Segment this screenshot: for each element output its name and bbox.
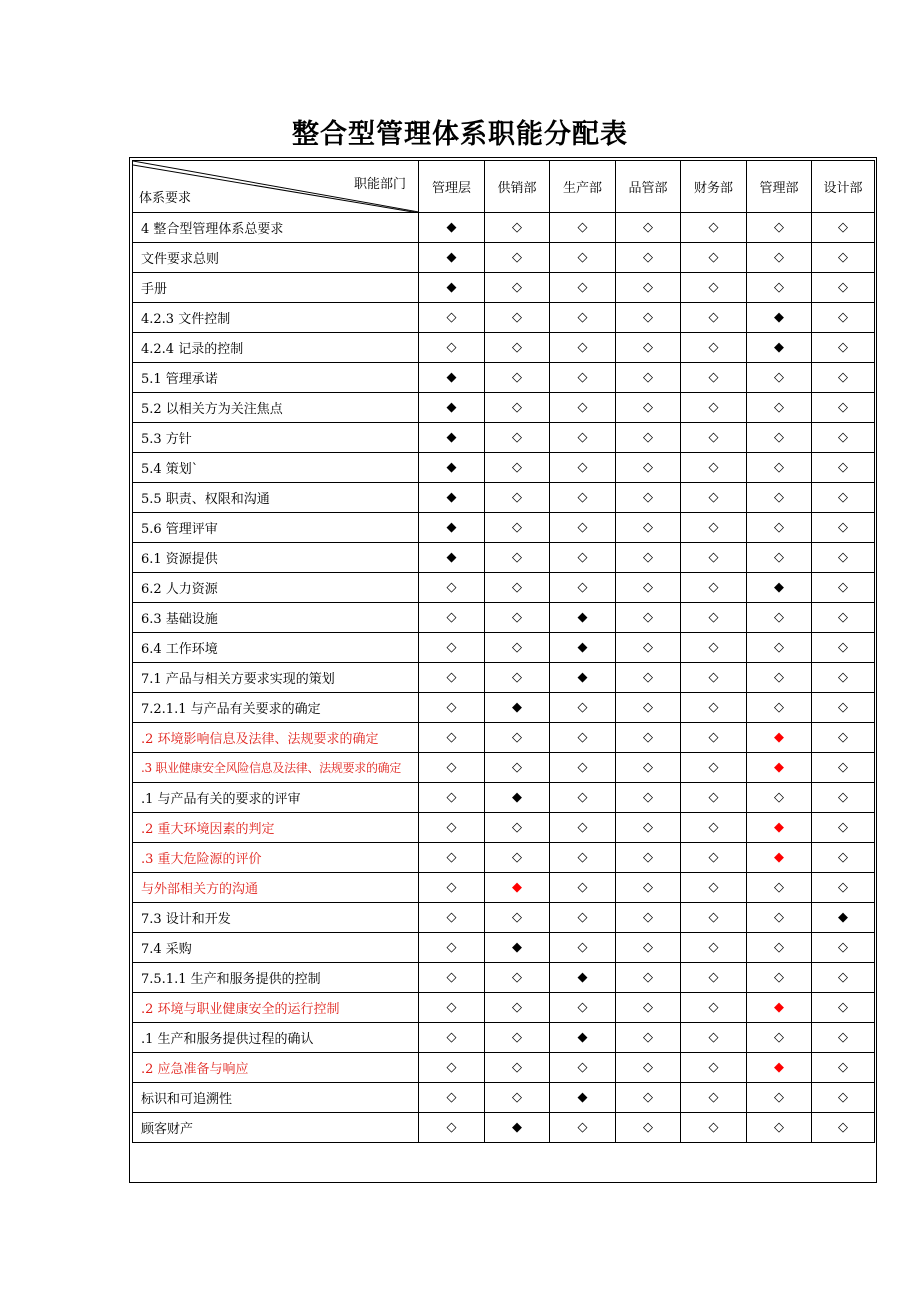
empty-diamond-icon: ◇ xyxy=(616,633,681,663)
empty-diamond-icon: ◇ xyxy=(681,423,747,453)
table-row xyxy=(133,1023,875,1053)
empty-diamond-icon: ◇ xyxy=(550,483,616,513)
empty-diamond-icon: ◇ xyxy=(747,693,812,723)
red-diamond-icon: ◆ xyxy=(747,843,812,873)
empty-diamond-icon: ◇ xyxy=(485,453,550,483)
empty-diamond-icon: ◇ xyxy=(485,903,550,933)
empty-diamond-icon: ◇ xyxy=(616,573,681,603)
table-row xyxy=(133,543,875,573)
empty-diamond-icon: ◇ xyxy=(419,303,485,333)
empty-diamond-icon: ◇ xyxy=(550,573,616,603)
empty-diamond-icon: ◇ xyxy=(812,693,875,723)
empty-diamond-icon: ◇ xyxy=(681,1113,747,1143)
empty-diamond-icon: ◇ xyxy=(681,333,747,363)
empty-diamond-icon: ◇ xyxy=(419,603,485,633)
requirement-label: .2 环境影响信息及法律、法规要求的确定 xyxy=(133,723,419,753)
empty-diamond-icon: ◇ xyxy=(681,903,747,933)
empty-diamond-icon: ◇ xyxy=(747,1083,812,1113)
corner-header-cell xyxy=(133,161,419,213)
filled-diamond-icon: ◆ xyxy=(812,903,875,933)
empty-diamond-icon: ◇ xyxy=(616,813,681,843)
empty-diamond-icon: ◇ xyxy=(419,723,485,753)
filled-diamond-icon: ◆ xyxy=(485,783,550,813)
empty-diamond-icon: ◇ xyxy=(616,363,681,393)
dept-header-design: 设计部 xyxy=(812,161,875,213)
empty-diamond-icon: ◇ xyxy=(485,303,550,333)
empty-diamond-icon: ◇ xyxy=(812,543,875,573)
empty-diamond-icon: ◇ xyxy=(812,873,875,903)
table-row xyxy=(133,633,875,663)
empty-diamond-icon: ◇ xyxy=(747,213,812,243)
table-row xyxy=(133,303,875,333)
empty-diamond-icon: ◇ xyxy=(747,1113,812,1143)
empty-diamond-icon: ◇ xyxy=(550,1053,616,1083)
empty-diamond-icon: ◇ xyxy=(616,993,681,1023)
empty-diamond-icon: ◇ xyxy=(681,873,747,903)
filled-diamond-icon: ◆ xyxy=(550,663,616,693)
filled-diamond-icon: ◆ xyxy=(419,423,485,453)
empty-diamond-icon: ◇ xyxy=(812,243,875,273)
table-row xyxy=(133,1053,875,1083)
empty-diamond-icon: ◇ xyxy=(419,813,485,843)
empty-diamond-icon: ◇ xyxy=(812,963,875,993)
empty-diamond-icon: ◇ xyxy=(485,1053,550,1083)
empty-diamond-icon: ◇ xyxy=(616,453,681,483)
table-row xyxy=(133,933,875,963)
empty-diamond-icon: ◇ xyxy=(616,873,681,903)
corner-dept-label: 职能部门 xyxy=(353,177,406,192)
table-row xyxy=(133,843,875,873)
empty-diamond-icon: ◇ xyxy=(747,393,812,423)
empty-diamond-icon: ◇ xyxy=(616,543,681,573)
filled-diamond-icon: ◆ xyxy=(419,513,485,543)
requirement-label: .2 应急准备与响应 xyxy=(133,1053,419,1083)
empty-diamond-icon: ◇ xyxy=(681,603,747,633)
red-diamond-icon: ◆ xyxy=(747,753,812,783)
empty-diamond-icon: ◇ xyxy=(747,1023,812,1053)
empty-diamond-icon: ◇ xyxy=(681,453,747,483)
empty-diamond-icon: ◇ xyxy=(812,573,875,603)
table-row xyxy=(133,663,875,693)
empty-diamond-icon: ◇ xyxy=(419,963,485,993)
filled-diamond-icon: ◆ xyxy=(485,693,550,723)
empty-diamond-icon: ◇ xyxy=(419,573,485,603)
dept-header-finance: 财务部 xyxy=(681,161,747,213)
empty-diamond-icon: ◇ xyxy=(485,993,550,1023)
empty-diamond-icon: ◇ xyxy=(747,543,812,573)
empty-diamond-icon: ◇ xyxy=(747,273,812,303)
requirement-label: 与外部相关方的沟通 xyxy=(133,873,419,903)
empty-diamond-icon: ◇ xyxy=(485,333,550,363)
empty-diamond-icon: ◇ xyxy=(812,603,875,633)
empty-diamond-icon: ◇ xyxy=(419,333,485,363)
empty-diamond-icon: ◇ xyxy=(485,753,550,783)
requirement-label: 7.1 产品与相关方要求实现的策划 xyxy=(133,663,419,693)
filled-diamond-icon: ◆ xyxy=(550,633,616,663)
empty-diamond-icon: ◇ xyxy=(747,933,812,963)
filled-diamond-icon: ◆ xyxy=(550,963,616,993)
empty-diamond-icon: ◇ xyxy=(681,393,747,423)
empty-diamond-icon: ◇ xyxy=(419,1083,485,1113)
empty-diamond-icon: ◇ xyxy=(550,363,616,393)
empty-diamond-icon: ◇ xyxy=(812,633,875,663)
empty-diamond-icon: ◇ xyxy=(485,543,550,573)
empty-diamond-icon: ◇ xyxy=(550,513,616,543)
requirement-label: 6.4 工作环境 xyxy=(133,633,419,663)
empty-diamond-icon: ◇ xyxy=(681,933,747,963)
requirement-label: 4.2.4 记录的控制 xyxy=(133,333,419,363)
empty-diamond-icon: ◇ xyxy=(681,723,747,753)
requirement-label: 4.2.3 文件控制 xyxy=(133,303,419,333)
empty-diamond-icon: ◇ xyxy=(812,213,875,243)
empty-diamond-icon: ◇ xyxy=(485,1023,550,1053)
filled-diamond-icon: ◆ xyxy=(419,393,485,423)
filled-diamond-icon: ◆ xyxy=(747,573,812,603)
empty-diamond-icon: ◇ xyxy=(681,513,747,543)
table-row xyxy=(133,273,875,303)
filled-diamond-icon: ◆ xyxy=(419,483,485,513)
empty-diamond-icon: ◇ xyxy=(747,243,812,273)
empty-diamond-icon: ◇ xyxy=(485,633,550,663)
table-row xyxy=(133,453,875,483)
empty-diamond-icon: ◇ xyxy=(616,303,681,333)
filled-diamond-icon: ◆ xyxy=(419,363,485,393)
table-row xyxy=(133,1113,875,1143)
table-row xyxy=(133,423,875,453)
table-row xyxy=(133,333,875,363)
empty-diamond-icon: ◇ xyxy=(681,633,747,663)
filled-diamond-icon: ◆ xyxy=(550,1023,616,1053)
filled-diamond-icon: ◆ xyxy=(485,1113,550,1143)
empty-diamond-icon: ◇ xyxy=(747,783,812,813)
table-row xyxy=(133,963,875,993)
requirement-label: 顾客财产 xyxy=(133,1113,419,1143)
requirement-label: 5.6 管理评审 xyxy=(133,513,419,543)
red-diamond-icon: ◆ xyxy=(747,1053,812,1083)
dept-header-supply-sales: 供销部 xyxy=(485,161,550,213)
empty-diamond-icon: ◇ xyxy=(616,483,681,513)
empty-diamond-icon: ◇ xyxy=(812,843,875,873)
table-body xyxy=(133,213,875,1143)
empty-diamond-icon: ◇ xyxy=(812,423,875,453)
empty-diamond-icon: ◇ xyxy=(550,693,616,723)
empty-diamond-icon: ◇ xyxy=(616,933,681,963)
empty-diamond-icon: ◇ xyxy=(485,603,550,633)
empty-diamond-icon: ◇ xyxy=(616,393,681,423)
table-row xyxy=(133,513,875,543)
table-row xyxy=(133,783,875,813)
empty-diamond-icon: ◇ xyxy=(747,483,812,513)
requirement-label: 5.2 以相关方为关注焦点 xyxy=(133,393,419,423)
empty-diamond-icon: ◇ xyxy=(812,273,875,303)
empty-diamond-icon: ◇ xyxy=(681,993,747,1023)
empty-diamond-icon: ◇ xyxy=(747,873,812,903)
requirement-label: 5.1 管理承诺 xyxy=(133,363,419,393)
table-row xyxy=(133,603,875,633)
empty-diamond-icon: ◇ xyxy=(419,1053,485,1083)
requirement-label: 5.4 策划` xyxy=(133,453,419,483)
empty-diamond-icon: ◇ xyxy=(681,573,747,603)
empty-diamond-icon: ◇ xyxy=(812,393,875,423)
table-row xyxy=(133,213,875,243)
empty-diamond-icon: ◇ xyxy=(681,813,747,843)
empty-diamond-icon: ◇ xyxy=(550,423,616,453)
empty-diamond-icon: ◇ xyxy=(616,213,681,243)
empty-diamond-icon: ◇ xyxy=(616,1113,681,1143)
empty-diamond-icon: ◇ xyxy=(616,693,681,723)
table-row xyxy=(133,573,875,603)
empty-diamond-icon: ◇ xyxy=(747,363,812,393)
empty-diamond-icon: ◇ xyxy=(681,843,747,873)
filled-diamond-icon: ◆ xyxy=(419,213,485,243)
dept-header-quality: 品管部 xyxy=(616,161,681,213)
corner-req-label: 体系要求 xyxy=(139,191,192,206)
filled-diamond-icon: ◆ xyxy=(550,603,616,633)
empty-diamond-icon: ◇ xyxy=(485,483,550,513)
empty-diamond-icon: ◇ xyxy=(747,903,812,933)
table-row xyxy=(133,723,875,753)
empty-diamond-icon: ◇ xyxy=(616,273,681,303)
filled-diamond-icon: ◆ xyxy=(419,273,485,303)
filled-diamond-icon: ◆ xyxy=(485,933,550,963)
empty-diamond-icon: ◇ xyxy=(419,693,485,723)
empty-diamond-icon: ◇ xyxy=(485,723,550,753)
filled-diamond-icon: ◆ xyxy=(747,303,812,333)
empty-diamond-icon: ◇ xyxy=(681,213,747,243)
empty-diamond-icon: ◇ xyxy=(550,333,616,363)
filled-diamond-icon: ◆ xyxy=(419,243,485,273)
empty-diamond-icon: ◇ xyxy=(681,1053,747,1083)
table-row xyxy=(133,813,875,843)
empty-diamond-icon: ◇ xyxy=(747,603,812,633)
filled-diamond-icon: ◆ xyxy=(747,333,812,363)
dept-header-management: 管理层 xyxy=(419,161,485,213)
requirement-label: .1 生产和服务提供过程的确认 xyxy=(133,1023,419,1053)
table-row xyxy=(133,243,875,273)
empty-diamond-icon: ◇ xyxy=(812,363,875,393)
empty-diamond-icon: ◇ xyxy=(812,813,875,843)
empty-diamond-icon: ◇ xyxy=(419,633,485,663)
requirement-label: 7.5.1.1 生产和服务提供的控制 xyxy=(133,963,419,993)
requirement-label: 手册 xyxy=(133,273,419,303)
empty-diamond-icon: ◇ xyxy=(550,1113,616,1143)
empty-diamond-icon: ◇ xyxy=(550,393,616,423)
empty-diamond-icon: ◇ xyxy=(812,483,875,513)
empty-diamond-icon: ◇ xyxy=(681,483,747,513)
empty-diamond-icon: ◇ xyxy=(419,933,485,963)
empty-diamond-icon: ◇ xyxy=(550,753,616,783)
empty-diamond-icon: ◇ xyxy=(419,1023,485,1053)
empty-diamond-icon: ◇ xyxy=(616,513,681,543)
empty-diamond-icon: ◇ xyxy=(681,543,747,573)
empty-diamond-icon: ◇ xyxy=(616,663,681,693)
empty-diamond-icon: ◇ xyxy=(419,753,485,783)
empty-diamond-icon: ◇ xyxy=(681,963,747,993)
empty-diamond-icon: ◇ xyxy=(681,1023,747,1053)
empty-diamond-icon: ◇ xyxy=(616,723,681,753)
empty-diamond-icon: ◇ xyxy=(419,1113,485,1143)
requirement-label: 6.1 资源提供 xyxy=(133,543,419,573)
empty-diamond-icon: ◇ xyxy=(812,333,875,363)
empty-diamond-icon: ◇ xyxy=(616,1053,681,1083)
empty-diamond-icon: ◇ xyxy=(485,843,550,873)
requirement-label: .2 重大环境因素的判定 xyxy=(133,813,419,843)
empty-diamond-icon: ◇ xyxy=(681,363,747,393)
empty-diamond-icon: ◇ xyxy=(616,1023,681,1053)
empty-diamond-icon: ◇ xyxy=(812,663,875,693)
empty-diamond-icon: ◇ xyxy=(419,843,485,873)
table-row xyxy=(133,363,875,393)
empty-diamond-icon: ◇ xyxy=(812,933,875,963)
empty-diamond-icon: ◇ xyxy=(616,753,681,783)
header-row xyxy=(133,161,875,213)
filled-diamond-icon: ◆ xyxy=(419,453,485,483)
matrix-frame xyxy=(129,157,877,1183)
empty-diamond-icon: ◇ xyxy=(485,243,550,273)
empty-diamond-icon: ◇ xyxy=(616,843,681,873)
empty-diamond-icon: ◇ xyxy=(485,963,550,993)
empty-diamond-icon: ◇ xyxy=(616,1083,681,1113)
empty-diamond-icon: ◇ xyxy=(419,873,485,903)
table-row xyxy=(133,903,875,933)
empty-diamond-icon: ◇ xyxy=(812,513,875,543)
empty-diamond-icon: ◇ xyxy=(812,453,875,483)
empty-diamond-icon: ◇ xyxy=(550,723,616,753)
table-row xyxy=(133,1083,875,1113)
empty-diamond-icon: ◇ xyxy=(812,723,875,753)
red-diamond-icon: ◆ xyxy=(485,873,550,903)
table-row xyxy=(133,993,875,1023)
requirement-label: 7.3 设计和开发 xyxy=(133,903,419,933)
empty-diamond-icon: ◇ xyxy=(747,663,812,693)
requirement-label: 7.2.1.1 与产品有关要求的确定 xyxy=(133,693,419,723)
empty-diamond-icon: ◇ xyxy=(550,843,616,873)
requirement-label: 4 整合型管理体系总要求 xyxy=(133,213,419,243)
empty-diamond-icon: ◇ xyxy=(550,933,616,963)
requirement-label: .2 环境与职业健康安全的运行控制 xyxy=(133,993,419,1023)
empty-diamond-icon: ◇ xyxy=(419,903,485,933)
empty-diamond-icon: ◇ xyxy=(550,873,616,903)
empty-diamond-icon: ◇ xyxy=(812,1083,875,1113)
empty-diamond-icon: ◇ xyxy=(812,1053,875,1083)
empty-diamond-icon: ◇ xyxy=(681,1083,747,1113)
empty-diamond-icon: ◇ xyxy=(485,513,550,543)
empty-diamond-icon: ◇ xyxy=(681,303,747,333)
empty-diamond-icon: ◇ xyxy=(616,423,681,453)
empty-diamond-icon: ◇ xyxy=(812,1023,875,1053)
empty-diamond-icon: ◇ xyxy=(485,663,550,693)
empty-diamond-icon: ◇ xyxy=(485,363,550,393)
empty-diamond-icon: ◇ xyxy=(550,903,616,933)
requirement-label: 6.3 基础设施 xyxy=(133,603,419,633)
empty-diamond-icon: ◇ xyxy=(812,1113,875,1143)
empty-diamond-icon: ◇ xyxy=(550,813,616,843)
empty-diamond-icon: ◇ xyxy=(485,393,550,423)
empty-diamond-icon: ◇ xyxy=(616,963,681,993)
dept-header-admin: 管理部 xyxy=(747,161,812,213)
empty-diamond-icon: ◇ xyxy=(681,243,747,273)
filled-diamond-icon: ◆ xyxy=(550,1083,616,1113)
empty-diamond-icon: ◇ xyxy=(550,543,616,573)
empty-diamond-icon: ◇ xyxy=(419,783,485,813)
empty-diamond-icon: ◇ xyxy=(550,303,616,333)
empty-diamond-icon: ◇ xyxy=(747,513,812,543)
red-diamond-icon: ◆ xyxy=(747,723,812,753)
empty-diamond-icon: ◇ xyxy=(747,423,812,453)
empty-diamond-icon: ◇ xyxy=(747,963,812,993)
empty-diamond-icon: ◇ xyxy=(812,783,875,813)
empty-diamond-icon: ◇ xyxy=(616,903,681,933)
table-row xyxy=(133,483,875,513)
empty-diamond-icon: ◇ xyxy=(681,273,747,303)
empty-diamond-icon: ◇ xyxy=(747,633,812,663)
empty-diamond-icon: ◇ xyxy=(419,993,485,1023)
empty-diamond-icon: ◇ xyxy=(747,453,812,483)
empty-diamond-icon: ◇ xyxy=(485,423,550,453)
empty-diamond-icon: ◇ xyxy=(681,783,747,813)
empty-diamond-icon: ◇ xyxy=(419,663,485,693)
filled-diamond-icon: ◆ xyxy=(419,543,485,573)
table-row xyxy=(133,753,875,783)
empty-diamond-icon: ◇ xyxy=(616,333,681,363)
empty-diamond-icon: ◇ xyxy=(812,753,875,783)
empty-diamond-icon: ◇ xyxy=(616,783,681,813)
requirement-label: 7.4 采购 xyxy=(133,933,419,963)
dept-header-production: 生产部 xyxy=(550,161,616,213)
red-diamond-icon: ◆ xyxy=(747,813,812,843)
empty-diamond-icon: ◇ xyxy=(550,783,616,813)
requirement-label: .3 职业健康安全风险信息及法律、法规要求的确定 xyxy=(133,753,419,783)
empty-diamond-icon: ◇ xyxy=(485,1083,550,1113)
requirement-label: 文件要求总则 xyxy=(133,243,419,273)
empty-diamond-icon: ◇ xyxy=(550,273,616,303)
empty-diamond-icon: ◇ xyxy=(485,273,550,303)
empty-diamond-icon: ◇ xyxy=(550,243,616,273)
table-row xyxy=(133,693,875,723)
requirement-label: 6.2 人力资源 xyxy=(133,573,419,603)
table-row xyxy=(133,873,875,903)
table-row xyxy=(133,393,875,423)
empty-diamond-icon: ◇ xyxy=(550,453,616,483)
function-allocation-table xyxy=(132,160,875,1143)
empty-diamond-icon: ◇ xyxy=(812,303,875,333)
empty-diamond-icon: ◇ xyxy=(550,993,616,1023)
empty-diamond-icon: ◇ xyxy=(681,753,747,783)
requirement-label: 5.5 职责、权限和沟通 xyxy=(133,483,419,513)
empty-diamond-icon: ◇ xyxy=(616,243,681,273)
empty-diamond-icon: ◇ xyxy=(616,603,681,633)
empty-diamond-icon: ◇ xyxy=(485,813,550,843)
empty-diamond-icon: ◇ xyxy=(485,573,550,603)
requirement-label: 5.3 方针 xyxy=(133,423,419,453)
red-diamond-icon: ◆ xyxy=(747,993,812,1023)
empty-diamond-icon: ◇ xyxy=(812,993,875,1023)
requirement-label: 标识和可追溯性 xyxy=(133,1083,419,1113)
empty-diamond-icon: ◇ xyxy=(485,213,550,243)
empty-diamond-icon: ◇ xyxy=(681,693,747,723)
requirement-label: .3 重大危险源的评价 xyxy=(133,843,419,873)
requirement-label: .1 与产品有关的要求的评审 xyxy=(133,783,419,813)
page-title: 整合型管理体系职能分配表 xyxy=(292,119,628,150)
empty-diamond-icon: ◇ xyxy=(550,213,616,243)
empty-diamond-icon: ◇ xyxy=(681,663,747,693)
